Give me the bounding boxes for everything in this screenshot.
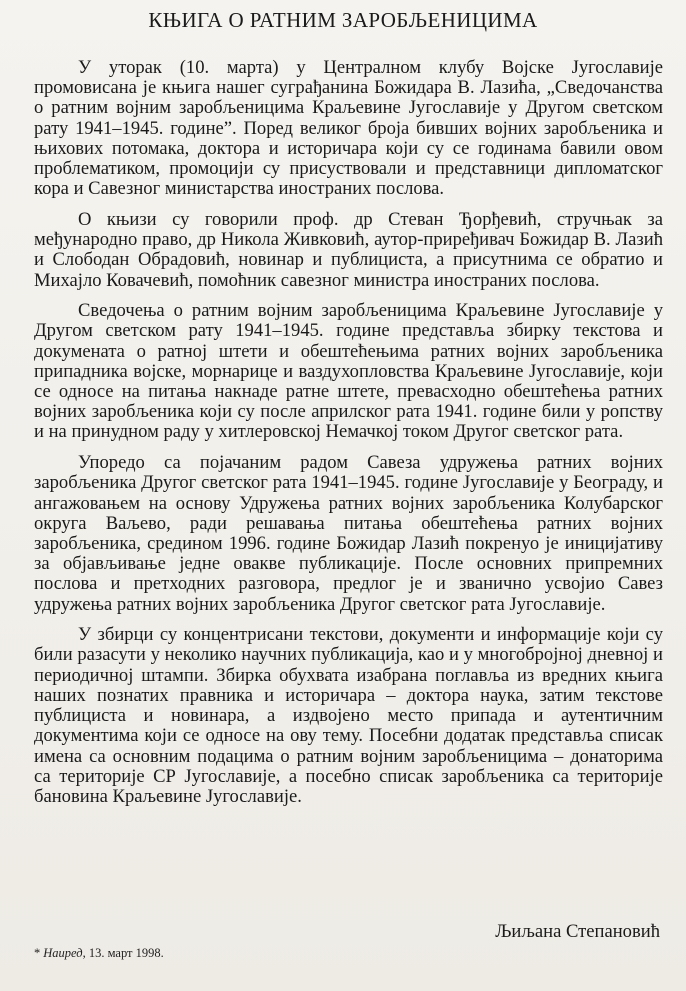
paragraph-4: Упоредо са појачаним радом Савеза удружења ратних војних заробљеника Другог светског рата 1941–1945. године Југославије у Београду, и ангажовањем на основу Удружења ратних војних заробљеника Колубарског округа Ваљево, ради решавања питања обештећења ратних војних заробљеника, средином 1996. године Божидар Лазић покренуо је иницијативу за објављивање једне овакве публикације. После основних припремних послова и претходних разговора, предлог је и званично усвојио Савез удружења ратних војних заробљеника Другог светског рата Југославије. <box>34 452 663 615</box>
footnote-mark: * <box>34 946 41 960</box>
paragraph-1: У уторак (10. марта) у Централном клубу Војске Југославије промовисана је књига нашег суграђанина Божидара В. Лазића, „Сведочанства о ратним војним заробљеницима Краљевине Југославије у Другом светском рату 1941–1945. године”. Поред великог броја бивших војних заробљеника и њихових потомака, доктора и историчара који су се годинама бавили овом проблематиком, промоцији су присуствовали и представници дипломатског кора и Савезног министарства иностраних послова. <box>34 57 663 200</box>
article-body <box>34 58 663 818</box>
paragraph-5: У збирци су концентрисани текстови, документи и информације који су били разасути у неколико научних публикација, као и у многобројној дневној и периодичној штампи. Збирка обухвата изабрана поглавља из вредних књига наших познатих правника и историчара – доктора наука, затим текстове публициста и новинара, а издвојено место припада и аутентичним документима који се односе на ову тему. Посебни додатак представља списак имена са основним подацима о ратним војним заробљеницима – донаторима са територије СР Југославије, а посебно списак заробљеника са територије бановина Краљевине Југославије. <box>34 624 663 807</box>
author-signature: Љиљана Степановић <box>495 921 660 942</box>
footnote <box>34 946 164 961</box>
article-title: КЊИГА О РАТНИМ ЗАРОБЉЕНИЦИМА <box>148 8 538 32</box>
paragraph-2: О књизи су говорили проф. др Стеван Ђорђевић, стручњак за међународно право, др Никола Живковић, аутор-приређивач Божидар В. Лазић и Слободан Обрадовић, новинар и публициста, а присутнима се обратио и Михајло Ковачевић, помоћник савезног министра иностраних послова. <box>34 208 663 291</box>
footnote-date: , 13. март 1998. <box>82 946 164 960</box>
paragraph-3: Сведочења о ратним војним заробљеницима Краљевине Југославије у Другом светском рату 1941–1945. године представља збирку текстова и докумената о ратној штети и обештећењима ратних војних заробљеника припадника војске, морнарице и ваздухопловства Краљевине Југославије, који се односе на питања накнаде ратне штете, превасходно обештећења ратних војних заробљеника који су после априлског рата 1941. године били у ропству и на принудном раду у хитлеровској Немачкој током Другог светског рата. <box>34 300 663 443</box>
footnote-source: Наиред <box>43 946 83 960</box>
